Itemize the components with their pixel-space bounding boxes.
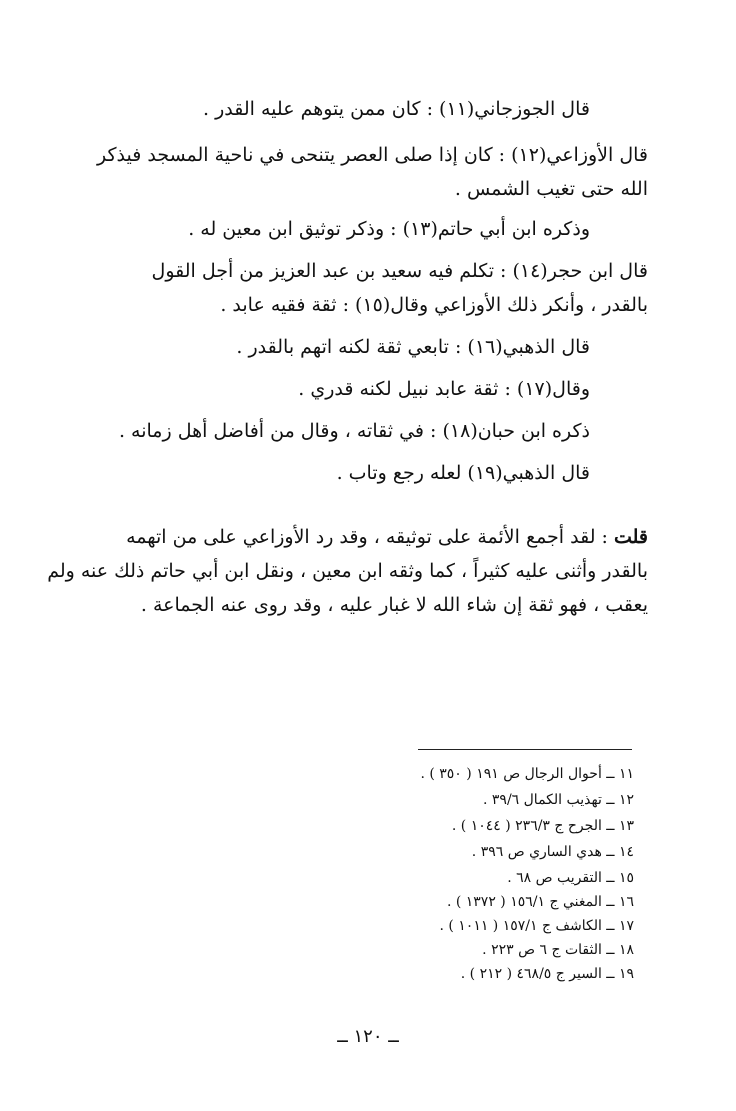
conclusion-line-2: بالقدر وأثنى عليه كثيراً ، كما وثقه ابن معين ، ونقل ابن أبي حاتم ذلك عنه ولم bbox=[47, 560, 648, 582]
conclusion-line-3: يعقب ، فهو ثقة إن شاء الله لا غبار عليه ، وقد روى عنه الجماعة . bbox=[140, 594, 648, 616]
footnote-17: ١٧ ــ الكاشف ج ١٥٧/١ ( ١٠١١ ) . bbox=[439, 918, 634, 934]
body-line-3: الله حتى تغيب الشمس . bbox=[454, 178, 648, 200]
footnote-separator bbox=[418, 749, 632, 750]
body-line-1: قال الجوزجاني(١١) : كان ممن يتوهم عليه القدر . bbox=[203, 98, 590, 120]
footnote-18: ١٨ ــ الثقات ج ٦ ص ٢٢٣ . bbox=[482, 942, 634, 958]
footnote-14: ١٤ ــ هدي الساري ص ٣٩٦ . bbox=[471, 844, 634, 860]
conclusion-line-1 bbox=[126, 524, 648, 550]
footnote-15: ١٥ ــ التقريب ص ٦٨ . bbox=[507, 870, 634, 886]
body-line-7: قال الذهبي(١٦) : تابعي ثقة لكنه اتهم بالقدر . bbox=[236, 336, 590, 358]
body-line-2: قال الأوزاعي(١٢) : كان إذا صلى العصر يتنحى في ناحية المسجد فيذكر bbox=[96, 144, 648, 166]
conclusion-lead: قلت bbox=[613, 526, 648, 548]
footnote-16: ١٦ ــ المغني ج ١٥٦/١ ( ١٣٧٢ ) . bbox=[446, 894, 634, 910]
conclusion-text-1: : لقد أجمع الأئمة على توثيقه ، وقد رد الأوزاعي على من اتهمه bbox=[126, 526, 614, 548]
body-line-8: وقال(١٧) : ثقة عابد نبيل لكنه قدري . bbox=[298, 378, 590, 400]
footnote-12: ١٢ ــ تهذيب الكمال ٣٩/٦ . bbox=[483, 792, 634, 808]
footnote-13: ١٣ ــ الجرح ج ٢٣٦/٣ ( ١٠٤٤ ) . bbox=[451, 818, 634, 834]
body-line-6: بالقدر ، وأنكر ذلك الأوزاعي وقال(١٥) : ثقة فقيه عابد . bbox=[220, 294, 648, 316]
footnote-11: ١١ ــ أحوال الرجال ص ١٩١ ( ٣٥٠ ) . bbox=[420, 766, 634, 782]
page-number: ــ ١٢٠ ــ bbox=[337, 1026, 399, 1047]
body-line-10: قال الذهبي(١٩) لعله رجع وتاب . bbox=[336, 462, 590, 484]
body-line-5: قال ابن حجر(١٤) : تكلم فيه سعيد بن عبد العزيز من أجل القول bbox=[151, 260, 648, 282]
body-line-4: وذكره ابن أبي حاتم(١٣) : وذكر توثيق ابن معين له . bbox=[188, 218, 590, 240]
body-line-9: ذكره ابن حبان(١٨) : في ثقاته ، وقال من أفاضل أهل زمانه . bbox=[118, 420, 590, 442]
footnote-19: ١٩ ــ السير ج ٤٦٨/٥ ( ٢١٢ ) . bbox=[460, 966, 634, 982]
